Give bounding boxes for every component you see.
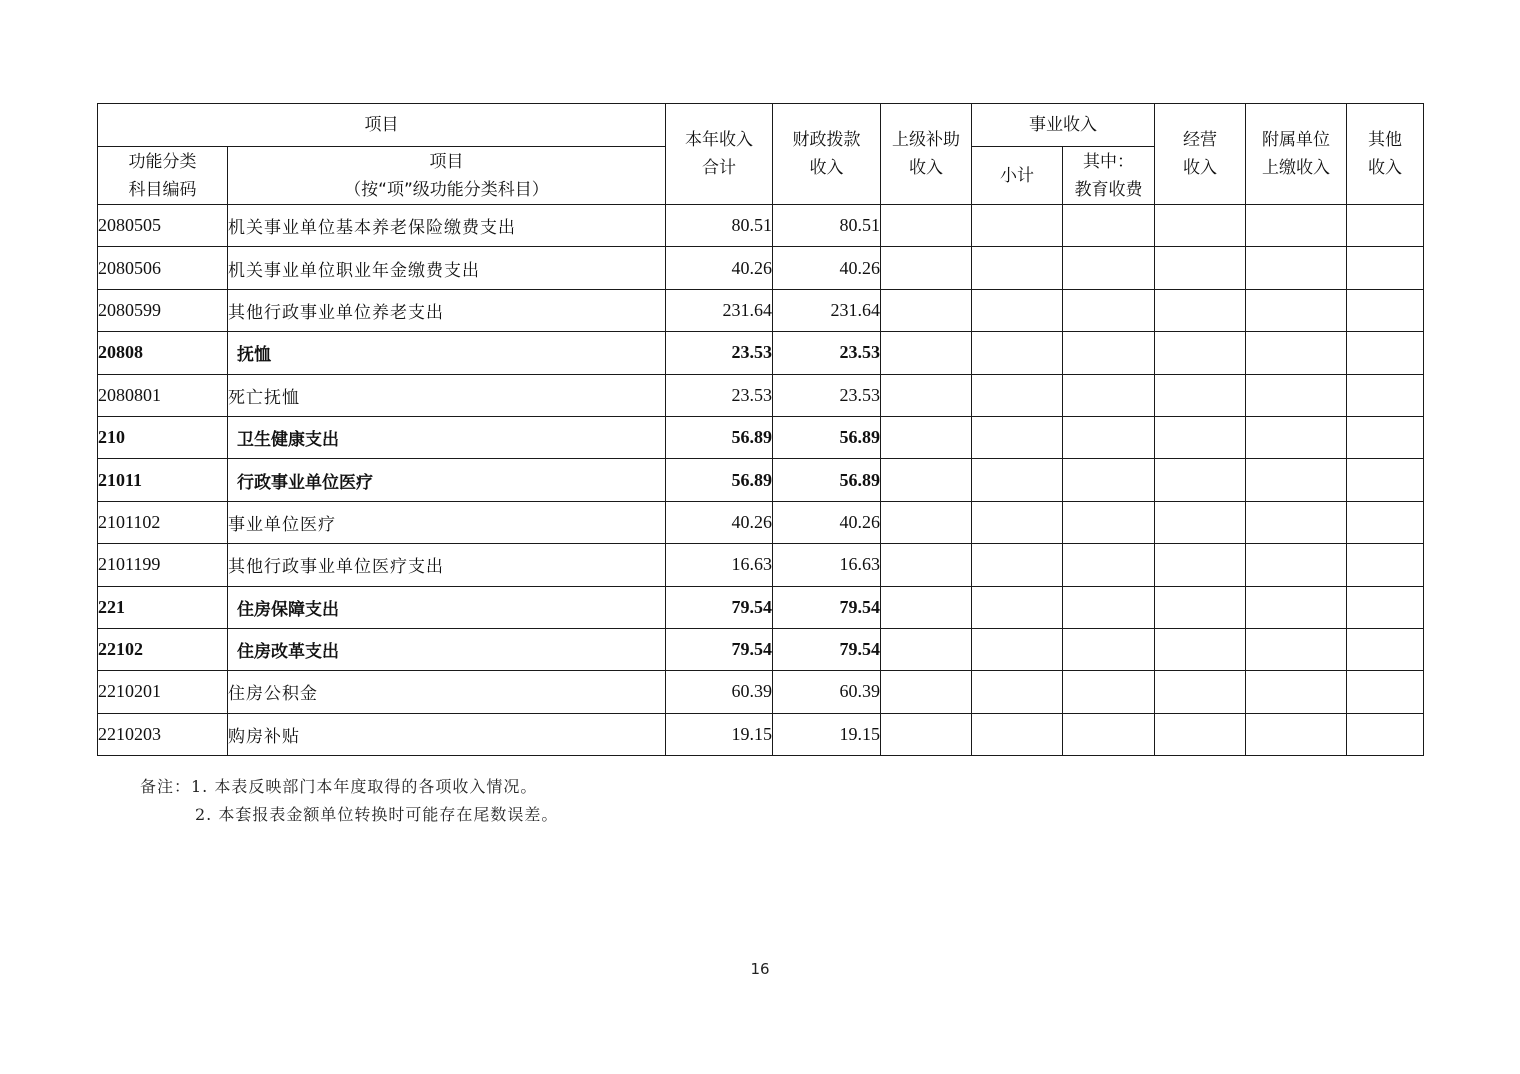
fiscal-allocation-cell: 56.89 <box>773 459 881 501</box>
code-cell: 2080506 <box>98 247 228 289</box>
affiliated-income-cell <box>1246 289 1347 331</box>
business-subtotal-cell <box>972 459 1063 501</box>
table-row <box>98 713 1424 755</box>
business-subtotal-cell <box>972 586 1063 628</box>
education-fee-cell <box>1063 205 1155 247</box>
header-func-code: 功能分类 科目编码 <box>98 147 228 205</box>
total-income-cell: 79.54 <box>666 628 773 670</box>
other-income-cell <box>1347 544 1424 586</box>
total-income-cell: 40.26 <box>666 247 773 289</box>
table-row <box>98 289 1424 331</box>
business-subtotal-cell <box>972 416 1063 458</box>
total-income-cell: 23.53 <box>666 332 773 374</box>
total-income-cell: 60.39 <box>666 671 773 713</box>
superior-subsidy-cell <box>881 501 972 543</box>
table-body <box>98 205 1424 756</box>
header-project-group: 项目 <box>98 104 666 147</box>
operating-income-cell <box>1155 416 1246 458</box>
total-income-cell: 16.63 <box>666 544 773 586</box>
fiscal-allocation-cell: 40.26 <box>773 501 881 543</box>
table-row <box>98 459 1424 501</box>
affiliated-income-cell <box>1246 713 1347 755</box>
fiscal-allocation-cell: 80.51 <box>773 205 881 247</box>
name-cell: 卫生健康支出 <box>228 416 666 458</box>
table-row <box>98 332 1424 374</box>
total-income-cell: 79.54 <box>666 586 773 628</box>
business-subtotal-cell <box>972 713 1063 755</box>
business-subtotal-cell <box>972 671 1063 713</box>
code-cell: 2101199 <box>98 544 228 586</box>
operating-income-cell <box>1155 247 1246 289</box>
business-subtotal-cell <box>972 544 1063 586</box>
superior-subsidy-cell <box>881 628 972 670</box>
table-row <box>98 205 1424 247</box>
table-row <box>98 544 1424 586</box>
fiscal-allocation-cell: 16.63 <box>773 544 881 586</box>
total-income-cell: 23.53 <box>666 374 773 416</box>
notes <box>140 773 558 829</box>
affiliated-income-cell <box>1246 628 1347 670</box>
code-cell: 2210203 <box>98 713 228 755</box>
fiscal-allocation-cell: 60.39 <box>773 671 881 713</box>
education-fee-cell <box>1063 671 1155 713</box>
superior-subsidy-cell <box>881 374 972 416</box>
affiliated-income-cell <box>1246 671 1347 713</box>
table-row <box>98 671 1424 713</box>
name-cell: 住房公积金 <box>228 671 666 713</box>
total-income-cell: 19.15 <box>666 713 773 755</box>
code-cell: 2080801 <box>98 374 228 416</box>
affiliated-income-cell <box>1246 247 1347 289</box>
other-income-cell <box>1347 289 1424 331</box>
fiscal-allocation-cell: 23.53 <box>773 374 881 416</box>
business-subtotal-cell <box>972 332 1063 374</box>
affiliated-income-cell <box>1246 374 1347 416</box>
education-fee-cell <box>1063 628 1155 670</box>
superior-subsidy-cell <box>881 586 972 628</box>
business-subtotal-cell <box>972 247 1063 289</box>
education-fee-cell <box>1063 247 1155 289</box>
other-income-cell <box>1347 586 1424 628</box>
superior-subsidy-cell <box>881 205 972 247</box>
operating-income-cell <box>1155 332 1246 374</box>
code-cell: 21011 <box>98 459 228 501</box>
other-income-cell <box>1347 205 1424 247</box>
operating-income-cell <box>1155 544 1246 586</box>
name-cell: 事业单位医疗 <box>228 501 666 543</box>
operating-income-cell <box>1155 586 1246 628</box>
other-income-cell <box>1347 416 1424 458</box>
table-row <box>98 374 1424 416</box>
header-other-income: 其他 收入 <box>1347 104 1424 205</box>
header-superior-subsidy: 上级补助 收入 <box>881 104 972 205</box>
affiliated-income-cell <box>1246 501 1347 543</box>
operating-income-cell <box>1155 459 1246 501</box>
operating-income-cell <box>1155 501 1246 543</box>
superior-subsidy-cell <box>881 459 972 501</box>
total-income-cell: 56.89 <box>666 459 773 501</box>
other-income-cell <box>1347 671 1424 713</box>
operating-income-cell <box>1155 205 1246 247</box>
name-cell: 死亡抚恤 <box>228 374 666 416</box>
superior-subsidy-cell <box>881 671 972 713</box>
superior-subsidy-cell <box>881 713 972 755</box>
operating-income-cell <box>1155 671 1246 713</box>
other-income-cell <box>1347 374 1424 416</box>
affiliated-income-cell <box>1246 586 1347 628</box>
table-row <box>98 416 1424 458</box>
business-subtotal-cell <box>972 205 1063 247</box>
code-cell: 2101102 <box>98 501 228 543</box>
other-income-cell <box>1347 247 1424 289</box>
total-income-cell: 231.64 <box>666 289 773 331</box>
name-cell: 住房保障支出 <box>228 586 666 628</box>
code-cell: 22102 <box>98 628 228 670</box>
other-income-cell <box>1347 459 1424 501</box>
education-fee-cell <box>1063 501 1155 543</box>
page-number: 16 <box>750 960 770 978</box>
superior-subsidy-cell <box>881 544 972 586</box>
superior-subsidy-cell <box>881 416 972 458</box>
name-cell: 住房改革支出 <box>228 628 666 670</box>
superior-subsidy-cell <box>881 332 972 374</box>
affiliated-income-cell <box>1246 205 1347 247</box>
business-subtotal-cell <box>972 628 1063 670</box>
code-cell: 2210201 <box>98 671 228 713</box>
code-cell: 20808 <box>98 332 228 374</box>
table-row <box>98 586 1424 628</box>
affiliated-income-cell <box>1246 544 1347 586</box>
education-fee-cell <box>1063 586 1155 628</box>
superior-subsidy-cell <box>881 247 972 289</box>
total-income-cell: 80.51 <box>666 205 773 247</box>
table-row <box>98 628 1424 670</box>
fiscal-allocation-cell: 23.53 <box>773 332 881 374</box>
operating-income-cell <box>1155 374 1246 416</box>
name-cell: 购房补贴 <box>228 713 666 755</box>
name-cell: 机关事业单位职业年金缴费支出 <box>228 247 666 289</box>
header-fiscal-allocation: 财政拨款 收入 <box>773 104 881 205</box>
business-subtotal-cell <box>972 374 1063 416</box>
table-row <box>98 501 1424 543</box>
note-line-1: 备注：1. 本表反映部门本年度取得的各项收入情况。 <box>140 777 538 796</box>
education-fee-cell <box>1063 416 1155 458</box>
fiscal-allocation-cell: 79.54 <box>773 586 881 628</box>
fiscal-allocation-cell: 19.15 <box>773 713 881 755</box>
header-operating-income: 经营 收入 <box>1155 104 1246 205</box>
education-fee-cell <box>1063 374 1155 416</box>
name-cell: 机关事业单位基本养老保险缴费支出 <box>228 205 666 247</box>
code-cell: 221 <box>98 586 228 628</box>
education-fee-cell <box>1063 713 1155 755</box>
total-income-cell: 56.89 <box>666 416 773 458</box>
other-income-cell <box>1347 501 1424 543</box>
fiscal-allocation-cell: 231.64 <box>773 289 881 331</box>
other-income-cell <box>1347 332 1424 374</box>
note-line-2: 2. 本套报表金额单位转换时可能存在尾数误差。 <box>195 805 559 824</box>
header-subtotal: 小计 <box>972 147 1063 205</box>
code-cell: 2080505 <box>98 205 228 247</box>
superior-subsidy-cell <box>881 289 972 331</box>
operating-income-cell <box>1155 713 1246 755</box>
name-cell: 其他行政事业单位医疗支出 <box>228 544 666 586</box>
header-project-name: 项目 （按“项”级功能分类科目） <box>228 147 666 205</box>
fiscal-allocation-cell: 79.54 <box>773 628 881 670</box>
operating-income-cell <box>1155 628 1246 670</box>
name-cell: 抚恤 <box>228 332 666 374</box>
other-income-cell <box>1347 713 1424 755</box>
affiliated-income-cell <box>1246 332 1347 374</box>
education-fee-cell <box>1063 544 1155 586</box>
fiscal-allocation-cell: 40.26 <box>773 247 881 289</box>
header-education-fee: 其中： 教育收费 <box>1063 147 1155 205</box>
name-cell: 行政事业单位医疗 <box>228 459 666 501</box>
table-row <box>98 247 1424 289</box>
affiliated-income-cell <box>1246 459 1347 501</box>
total-income-cell: 40.26 <box>666 501 773 543</box>
business-subtotal-cell <box>972 501 1063 543</box>
header-total-income: 本年收入 合计 <box>666 104 773 205</box>
education-fee-cell <box>1063 332 1155 374</box>
income-table <box>97 103 1424 756</box>
header-affiliated-income: 附属单位 上缴收入 <box>1246 104 1347 205</box>
name-cell: 其他行政事业单位养老支出 <box>228 289 666 331</box>
other-income-cell <box>1347 628 1424 670</box>
code-cell: 2080599 <box>98 289 228 331</box>
education-fee-cell <box>1063 459 1155 501</box>
operating-income-cell <box>1155 289 1246 331</box>
business-subtotal-cell <box>972 289 1063 331</box>
affiliated-income-cell <box>1246 416 1347 458</box>
education-fee-cell <box>1063 289 1155 331</box>
code-cell: 210 <box>98 416 228 458</box>
fiscal-allocation-cell: 56.89 <box>773 416 881 458</box>
header-business-income: 事业收入 <box>972 104 1155 147</box>
